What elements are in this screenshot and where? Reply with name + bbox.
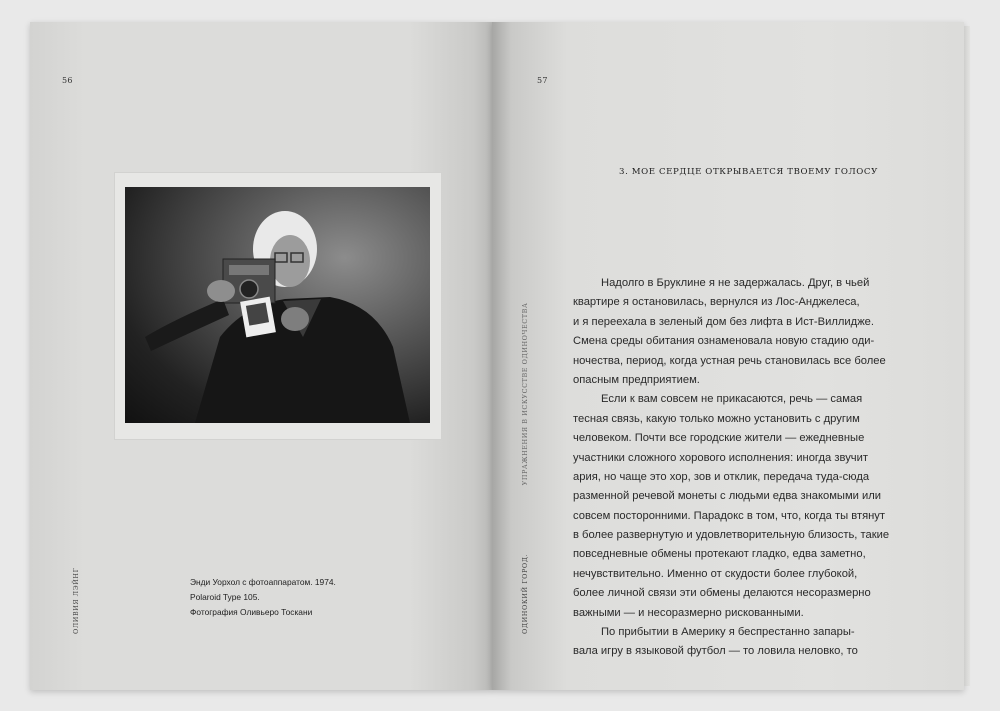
caption-line: Фотография Оливьеро Тоскани — [190, 607, 313, 617]
text-line: Если к вам совсем не прикасаются, речь — самая — [601, 393, 863, 406]
caption-line: Polaroid Type 105. — [190, 592, 260, 602]
text-line: нечувствительно. Именно от скудости более глубокой, — [573, 567, 858, 580]
text-line: повседневные обмены протекают гладко, едва заметно, — [573, 548, 866, 561]
page-stack-edge — [964, 26, 970, 686]
polaroid-photo-frame — [114, 172, 442, 440]
left-page — [30, 22, 492, 690]
right-page — [492, 22, 964, 690]
text-line: разменной речевой монеты с людьми едва знакомыми или — [573, 490, 882, 503]
text-line: Смена среды обитания ознаменовала новую стадию оди- — [573, 335, 875, 348]
chapter-title: 3. МОЕ СЕРДЦЕ ОТКРЫВАЕТСЯ ТВОЕМУ ГОЛОСУ — [619, 167, 878, 177]
text-line: ночества, период, когда устная речь становилась все более — [573, 354, 886, 367]
text-line: важными — и несоразмерно рискованными. — [573, 606, 804, 619]
open-book — [30, 22, 970, 690]
running-head-title: ОДИНОКИЙ ГОРОД. — [521, 553, 529, 634]
text-line: квартире я остановилась, вернулся из Лос-Анджелеса, — [573, 296, 860, 309]
running-head-book-title — [521, 303, 529, 634]
text-line: в более развернутую и удовлетворительную близость, такие — [573, 529, 890, 542]
text-line: Надолго в Бруклине я не задержалась. Друг, в чьей — [601, 277, 870, 289]
text-line: человеком. Почти все городские жители — ежедневные — [573, 432, 865, 445]
text-line: более личной связи эти обмены делаются несоразмерно — [573, 587, 871, 600]
text-line: участники сложного хорового исполнения: иногда звучит — [573, 451, 868, 464]
text-line: и я переехала в зеленый дом без лифта в Ист-Виллидже. — [573, 315, 875, 328]
text-line: вала игру в языковой футбол — то ловила неловко, то — [573, 645, 858, 658]
photo-illustration — [125, 187, 430, 423]
photo-caption — [190, 575, 336, 620]
running-head-subtitle: УПРАЖНЕНИЯ В ИСКУССТВЕ ОДИНОЧЕСТВА — [521, 302, 529, 486]
page-number-right: 57 — [537, 76, 548, 85]
caption-line: Энди Уорхол с фотоаппаратом. 1974. — [190, 577, 336, 587]
text-line: тесная связь, какую только можно установить с другим — [573, 412, 860, 425]
body-text — [573, 274, 937, 662]
text-line: По прибытии в Америку я беспрестанно запары- — [601, 626, 855, 639]
text-line: опасным предприятием. — [573, 373, 700, 386]
page-number-left: 56 — [62, 76, 73, 85]
running-head-author: ОЛИВИЯ ЛЭЙНГ — [72, 567, 80, 634]
text-line: ария, но чаще это хор, зов и отклик, передача туда-сюда — [573, 470, 870, 483]
photo-andy-warhol-with-camera — [125, 187, 430, 423]
text-line: совсем посторонними. Парадокс в том, что, когда ты втянут — [573, 509, 886, 522]
